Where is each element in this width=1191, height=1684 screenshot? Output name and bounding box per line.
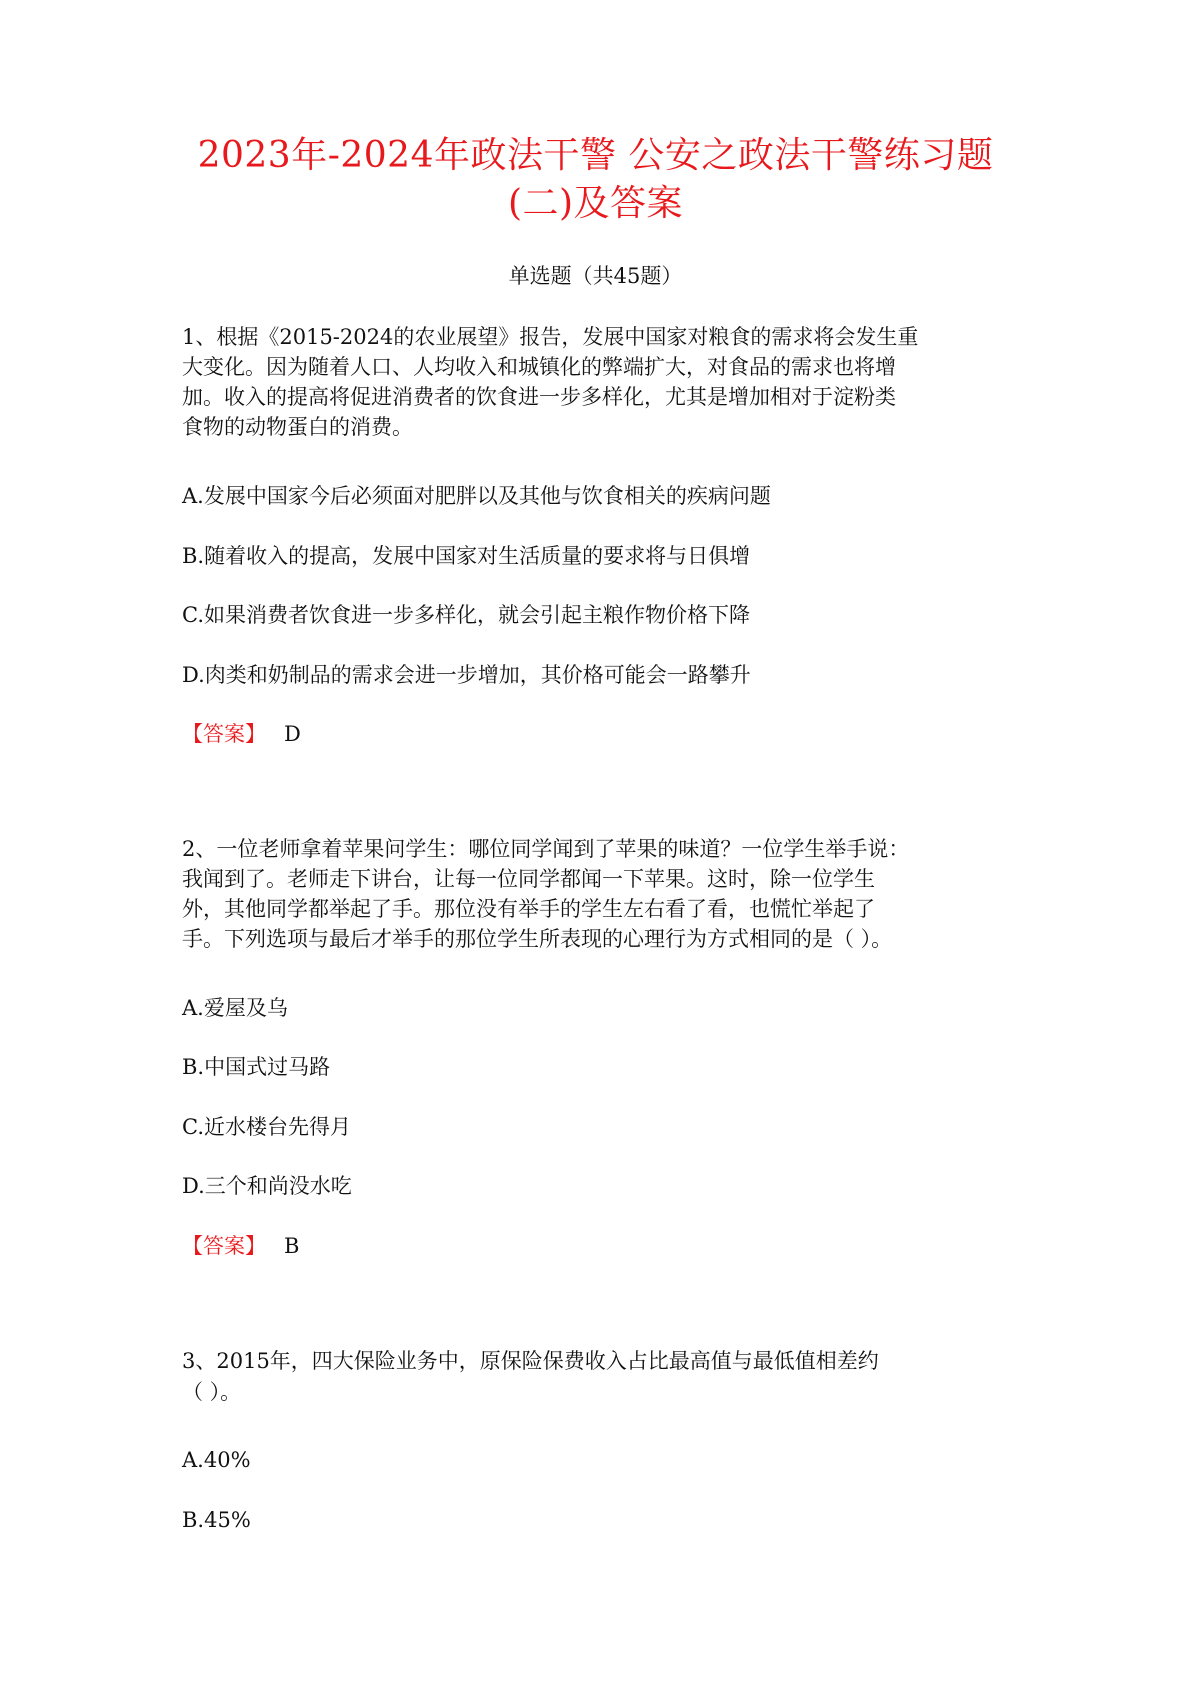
answer-value: B xyxy=(284,1234,300,1258)
question-1-option-a: A.发展中国家今后必须面对肥胖以及其他与饮食相关的疾病问题 xyxy=(182,484,771,508)
question-1-option-b: B.随着收入的提高，发展中国家对生活质量的要求将与日俱增 xyxy=(182,544,751,568)
question-1-stem-line-4: 食物的动物蛋白的消费。 xyxy=(182,415,413,439)
answer-value: D xyxy=(284,722,301,746)
question-2-stem-line-4: 手。下列选项与最后才举手的那位学生所表现的心理行为方式相同的是（ ）。 xyxy=(182,927,893,951)
question-1-stem-line-2: 大变化。因为随着人口、人均收入和城镇化的弊端扩大，对食品的需求也将增 xyxy=(182,355,896,379)
document-title-line1: 2023年-2024年政法干警 公安之政法干警练习题 xyxy=(197,135,994,176)
section-heading: 单选题（共45题） xyxy=(508,264,683,288)
question-3-stem-line-1: 3、2015年，四大保险业务中，原保险保费收入占比最高值与最低值相差约 xyxy=(182,1349,879,1373)
answer-label: 【答案】 xyxy=(182,1234,266,1258)
question-2-option-d: D.三个和尚没水吃 xyxy=(182,1174,352,1198)
question-1-stem-line-3: 加。收入的提高将促进消费者的饮食进一步多样化，尤其是增加相对于淀粉类 xyxy=(182,385,896,409)
question-3-option-a: A.40% xyxy=(182,1448,251,1472)
question-1-option-d: D.肉类和奶制品的需求会进一步增加，其价格可能会一路攀升 xyxy=(182,663,751,687)
question-2-option-c: C.近水楼台先得月 xyxy=(182,1115,351,1139)
question-2-option-a: A.爱屋及乌 xyxy=(182,996,288,1020)
question-3-stem-line-2: （ ）。 xyxy=(182,1380,242,1404)
question-2-stem-line-2: 我闻到了。老师走下讲台，让每一位同学都闻一下苹果。这时，除一位学生 xyxy=(182,867,875,891)
answer-label: 【答案】 xyxy=(182,722,266,746)
question-2-option-b: B.中国式过马路 xyxy=(182,1055,331,1079)
document-title-line2: (二)及答案 xyxy=(507,183,684,224)
question-1-option-c: C.如果消费者饮食进一步多样化，就会引起主粮作物价格下降 xyxy=(182,603,750,627)
question-2-answer xyxy=(182,1231,1032,1261)
question-3-option-b: B.45% xyxy=(182,1508,251,1532)
question-2-stem-line-1: 2、一位老师拿着苹果问学生：哪位同学闻到了苹果的味道？一位学生举手说： xyxy=(182,837,910,861)
question-1-answer xyxy=(182,719,1032,749)
question-1-stem-line-1: 1、根据《2015-2024的农业展望》报告，发展中国家对粮食的需求将会发生重 xyxy=(182,325,919,349)
question-2-stem-line-3: 外，其他同学都举起了手。那位没有举手的学生左右看了看，也慌忙举起了 xyxy=(182,897,875,921)
